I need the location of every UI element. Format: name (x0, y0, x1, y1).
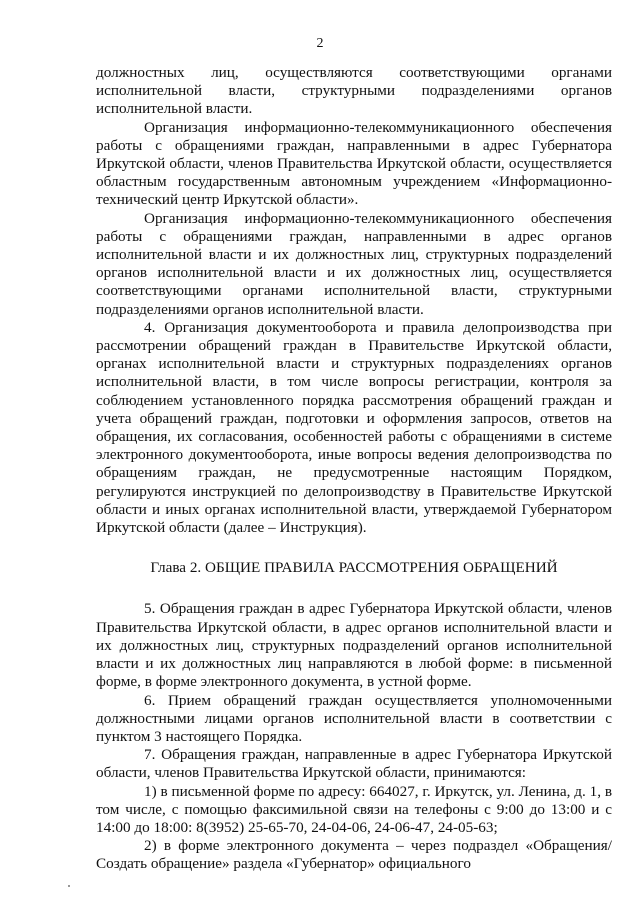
paragraph-it-support-governor: Организация информационно-телекоммуникационного обеспечения работы с обращениями граждан, направленными в адрес Губернатора Иркутской области, членов Правительства Иркутской области, осуществляется областным государственным автономным учреждением «Информационно-технический центр Иркутской области». (96, 118, 612, 209)
paragraph-item-7-2: 2) в форме электронного документа – через подраздел «Обращения/Создать обращение» раздела «Губернатор» официального (96, 837, 612, 873)
paragraph-item-7: 7. Обращения граждан, направленные в адрес Губернатора Иркутской области, членов Правительства Иркутской области, принимаются: (96, 746, 612, 782)
page-number: 2 (316, 36, 324, 51)
chapter-heading: Глава 2. ОБЩИЕ ПРАВИЛА РАССМОТРЕНИЯ ОБРАЩЕНИЙ (150, 559, 558, 577)
paragraph-item-6: 6. Прием обращений граждан осуществляется уполномоченными должностными лицами органов исполнительной власти в соответствии с пунктом 3 настоящего Порядка. (96, 691, 612, 745)
document-body (96, 64, 612, 874)
paragraph-item-7-1: 1) в письменной форме по адресу: 664027, г. Иркутск, ул. Ленина, д. 1, в том числе, с помощью факсимильной связи на телефоны с 9:00 до 13:00 и с 14:00 до 18:00: 8(3952) 25-65-70, 24-04-06, 24-06-47, 24-05-63; (96, 782, 612, 836)
paragraph-continuation: должностных лиц, осуществляются соответствующими органами исполнительной власти, структурными подразделениями органов исполнительной власти. (96, 64, 612, 118)
paragraph-item-5: 5. Обращения граждан в адрес Губернатора Иркутской области, членов Правительства Иркутской области, в адрес органов исполнительной власти и их должностных лиц, структурных подразделений органов исполнительной власти и их должностных лиц направляются в любой форме: в письменной форме, в форме электронного документа, в устной форме. (96, 600, 612, 691)
paragraph-it-support-executive-bodies: Организация информационно-телекоммуникационного обеспечения работы с обращениями граждан, направленными в адрес органов исполнительной власти и их должностных лиц, структурных подразделений органов исполнительной власти и их должностных лиц, осуществляется соответствующими органами исполнительной власти, структурными подразделениями органов исполнительной власти. (96, 209, 612, 318)
paragraph-item-4: 4. Организация документооборота и правила делопроизводства при рассмотрении обращений граждан в Правительстве Иркутской области, органах исполнительной власти и структурных подразделениях органов исполнительной власти, в том числе вопросы регистрации, контроля за соблюдением установленного порядка рассмотрения обращений граждан и учета обращений граждан, подготовки и оформления запросов, ответов на обращения, их согласования, особенностей работы с обращениями в системе электронного документооборота, иные вопросы ведения делопроизводства по обращениям граждан, не предусмотренные настоящим Порядком, регулируются инструкцией по делопроизводству в Правительстве Иркутской области и иных органах исполнительной власти, утверждаемой Губернатором Иркутской области (далее – Инструкция). (96, 318, 612, 537)
scan-artifact-dot (68, 885, 70, 887)
